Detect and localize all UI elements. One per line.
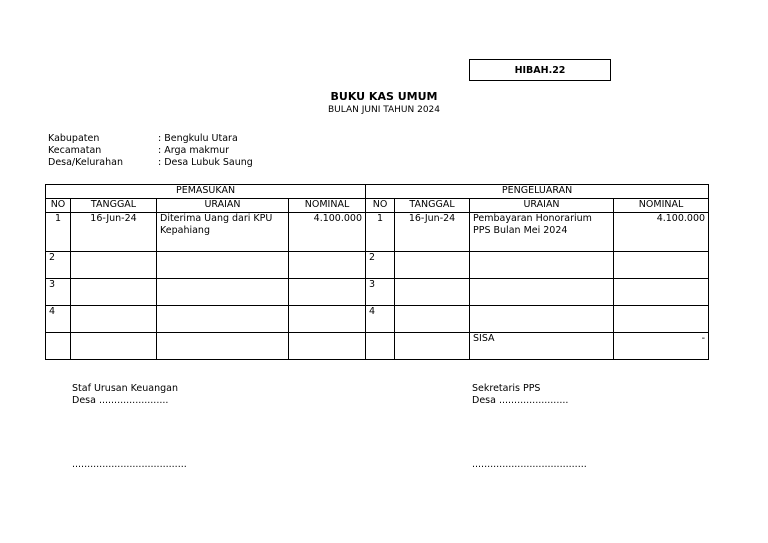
sisa-label: SISA: [470, 332, 614, 359]
info-label-kecamatan: Kecamatan: [48, 145, 102, 156]
col-header-uraian: URAIAN: [470, 198, 614, 212]
table-row: [46, 212, 709, 251]
out-date-cell: [395, 305, 470, 332]
in-amount-cell: [289, 251, 366, 278]
form-code-box: HIBAH.22: [469, 59, 611, 81]
out-no-cell: 1: [366, 212, 395, 251]
in-date-cell: [71, 278, 157, 305]
table-row: [46, 278, 709, 305]
empty-cell: [71, 332, 157, 359]
in-amount-cell: [289, 305, 366, 332]
empty-cell: [46, 332, 71, 359]
out-amount-cell: 4.100.000: [614, 212, 709, 251]
signature-right-place: Desa .......................: [472, 395, 569, 406]
pemasukan-header: PEMASUKAN: [46, 185, 366, 199]
col-header-tanggal: TANGGAL: [71, 198, 157, 212]
info-value-kecamatan: : Arga makmur: [158, 145, 230, 156]
out-date-cell: [395, 278, 470, 305]
out-no-cell: 4: [366, 305, 395, 332]
empty-cell: [157, 332, 289, 359]
out-desc-cell: Pembayaran Honorarium PPS Bulan Mei 2024: [470, 212, 614, 251]
pengeluaran-header: PENGELUARAN: [366, 185, 709, 199]
info-label-kabupaten: Kabupaten: [48, 133, 100, 144]
col-header-nominal: NOMINAL: [289, 198, 366, 212]
out-no-cell: 2: [366, 251, 395, 278]
table-row: [46, 251, 709, 278]
out-desc-cell: [470, 251, 614, 278]
col-header-no: NO: [46, 198, 71, 212]
empty-cell: [395, 332, 470, 359]
in-date-cell: [71, 305, 157, 332]
document-subtitle: BULAN JUNI TAHUN 2024: [327, 105, 441, 115]
col-header-tanggal: TANGGAL: [395, 198, 470, 212]
signature-right-role: Sekretaris PPS: [472, 383, 541, 394]
col-header-uraian: URAIAN: [157, 198, 289, 212]
empty-cell: [289, 332, 366, 359]
table-row: [46, 305, 709, 332]
col-header-nominal: NOMINAL: [614, 198, 709, 212]
col-header-no: NO: [366, 198, 395, 212]
in-no-cell: 2: [46, 251, 71, 278]
out-date-cell: 16-Jun-24: [395, 212, 470, 251]
sisa-value: -: [614, 332, 709, 359]
in-date-cell: [71, 251, 157, 278]
out-date-cell: [395, 251, 470, 278]
in-desc-cell: [157, 278, 289, 305]
signature-left-place: Desa .......................: [72, 395, 169, 406]
out-amount-cell: [614, 305, 709, 332]
in-desc-cell: Diterima Uang dari KPU Kepahiang: [157, 212, 289, 251]
sisa-row: [46, 332, 709, 359]
info-value-kabupaten: : Bengkulu Utara: [158, 133, 238, 144]
section-header-row: [46, 185, 709, 199]
signature-left-role: Staf Urusan Keuangan: [72, 383, 178, 394]
in-no-cell: 3: [46, 278, 71, 305]
signature-left-line: ......................................: [72, 459, 187, 470]
empty-cell: [366, 332, 395, 359]
in-amount-cell: 4.100.000: [289, 212, 366, 251]
out-amount-cell: [614, 251, 709, 278]
in-no-cell: 1: [46, 212, 71, 251]
out-no-cell: 3: [366, 278, 395, 305]
out-desc-cell: [470, 305, 614, 332]
info-label-desa: Desa/Kelurahan: [48, 157, 123, 168]
cash-ledger-table: [45, 184, 709, 360]
in-date-cell: 16-Jun-24: [71, 212, 157, 251]
out-amount-cell: [614, 278, 709, 305]
in-desc-cell: [157, 305, 289, 332]
signature-right-line: ......................................: [472, 459, 587, 470]
document-title: BUKU KAS UMUM: [330, 90, 438, 103]
in-no-cell: 4: [46, 305, 71, 332]
column-header-row: [46, 198, 709, 212]
in-amount-cell: [289, 278, 366, 305]
out-desc-cell: [470, 278, 614, 305]
info-value-desa: : Desa Lubuk Saung: [158, 157, 253, 168]
in-desc-cell: [157, 251, 289, 278]
